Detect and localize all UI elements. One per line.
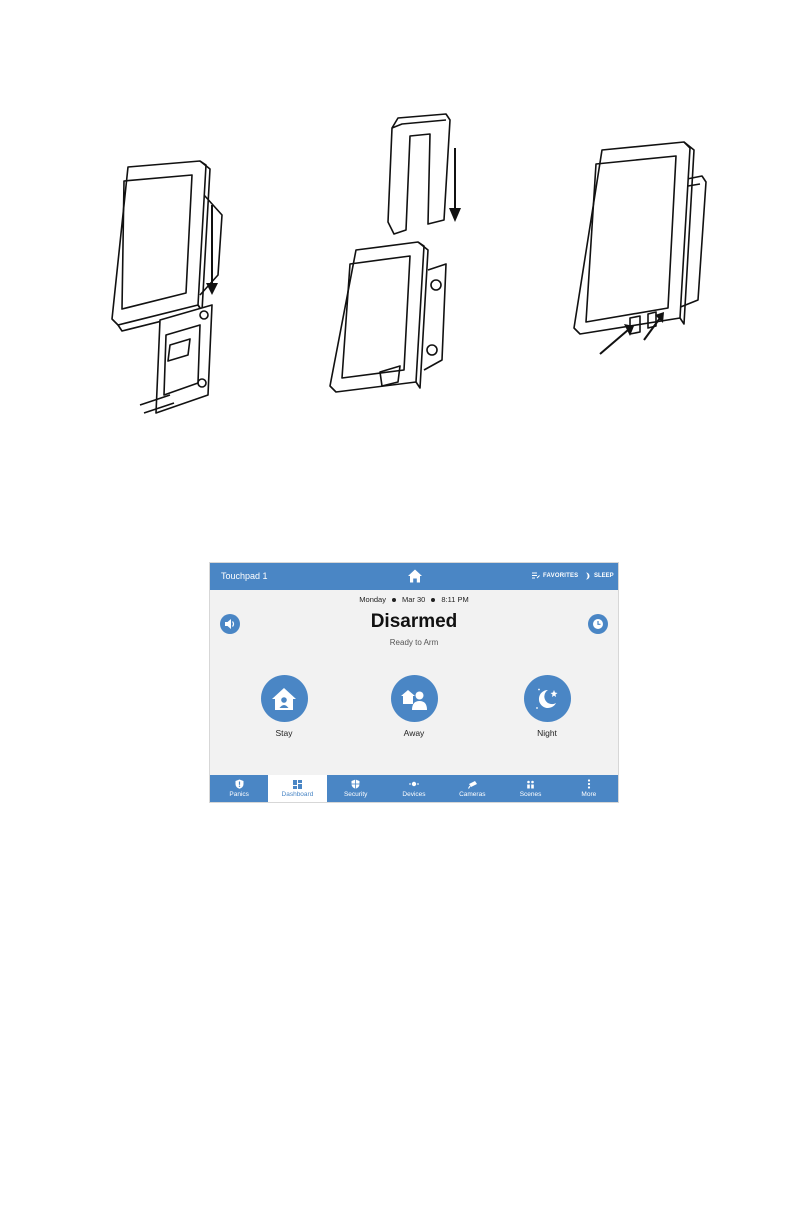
- separator-dot: [431, 598, 435, 602]
- devices-icon: [408, 780, 420, 788]
- camera-icon: [467, 780, 478, 789]
- time-text: 8:11 PM: [441, 595, 469, 604]
- arm-stay-button[interactable]: [254, 675, 314, 738]
- tab-dashboard-label: Dashboard: [281, 791, 314, 798]
- arm-night-circle[interactable]: [524, 675, 571, 722]
- arm-stay-label: Stay: [275, 728, 293, 738]
- tab-panics-label: Panics: [229, 791, 249, 798]
- day-text: Monday: [359, 595, 386, 604]
- separator-dot: [392, 598, 396, 602]
- shield-panic-icon: [235, 779, 244, 789]
- sleep-label: SLEEP: [594, 573, 614, 579]
- step3-illustration: [560, 140, 720, 365]
- home-person-icon: [271, 687, 297, 711]
- device-name: Touchpad 1: [221, 571, 268, 581]
- security-status-subtitle: Ready to Arm: [389, 638, 439, 647]
- tab-more[interactable]: [560, 775, 618, 802]
- shield-icon: [351, 779, 360, 789]
- scenes-icon: [526, 780, 535, 789]
- tab-dashboard[interactable]: [268, 775, 326, 802]
- top-bar: [210, 563, 618, 590]
- home-icon[interactable]: [407, 568, 423, 584]
- bottom-nav: [210, 775, 618, 802]
- arm-away-button[interactable]: [384, 675, 444, 738]
- tab-panics[interactable]: [210, 775, 268, 802]
- tab-scenes[interactable]: [501, 775, 559, 802]
- moon-icon: [585, 572, 591, 580]
- tab-scenes-label: Scenes: [519, 791, 542, 798]
- favorites-label: FAVORITES: [543, 572, 579, 579]
- tab-devices-label: Devices: [402, 791, 426, 798]
- step1-illustration: [100, 155, 240, 430]
- arm-night-button[interactable]: [517, 675, 577, 738]
- date-time-line: [210, 595, 618, 604]
- arm-away-label: Away: [403, 728, 425, 738]
- tab-security[interactable]: [327, 775, 385, 802]
- home-leave-icon: [400, 687, 428, 711]
- step2-illustration: [320, 110, 470, 400]
- touchpad-screen: [209, 562, 619, 803]
- more-vertical-icon: [587, 779, 591, 789]
- arm-away-circle[interactable]: [391, 675, 438, 722]
- date-text: Mar 30: [401, 595, 426, 604]
- tab-cameras-label: Cameras: [459, 791, 486, 798]
- arm-night-label: Night: [537, 728, 557, 738]
- security-status-title: Disarmed: [370, 611, 458, 632]
- tab-more-label: More: [581, 791, 597, 798]
- favorites-button[interactable]: [532, 572, 578, 579]
- favorites-icon: [532, 572, 540, 579]
- installation-illustrations: [0, 0, 793, 440]
- grid-icon: [293, 780, 302, 789]
- tab-devices[interactable]: [385, 775, 443, 802]
- tab-cameras[interactable]: [443, 775, 501, 802]
- tab-security-label: Security: [343, 791, 368, 798]
- arm-stay-circle[interactable]: [261, 675, 308, 722]
- moon-stars-icon: [534, 686, 560, 712]
- sleep-button[interactable]: [585, 572, 614, 580]
